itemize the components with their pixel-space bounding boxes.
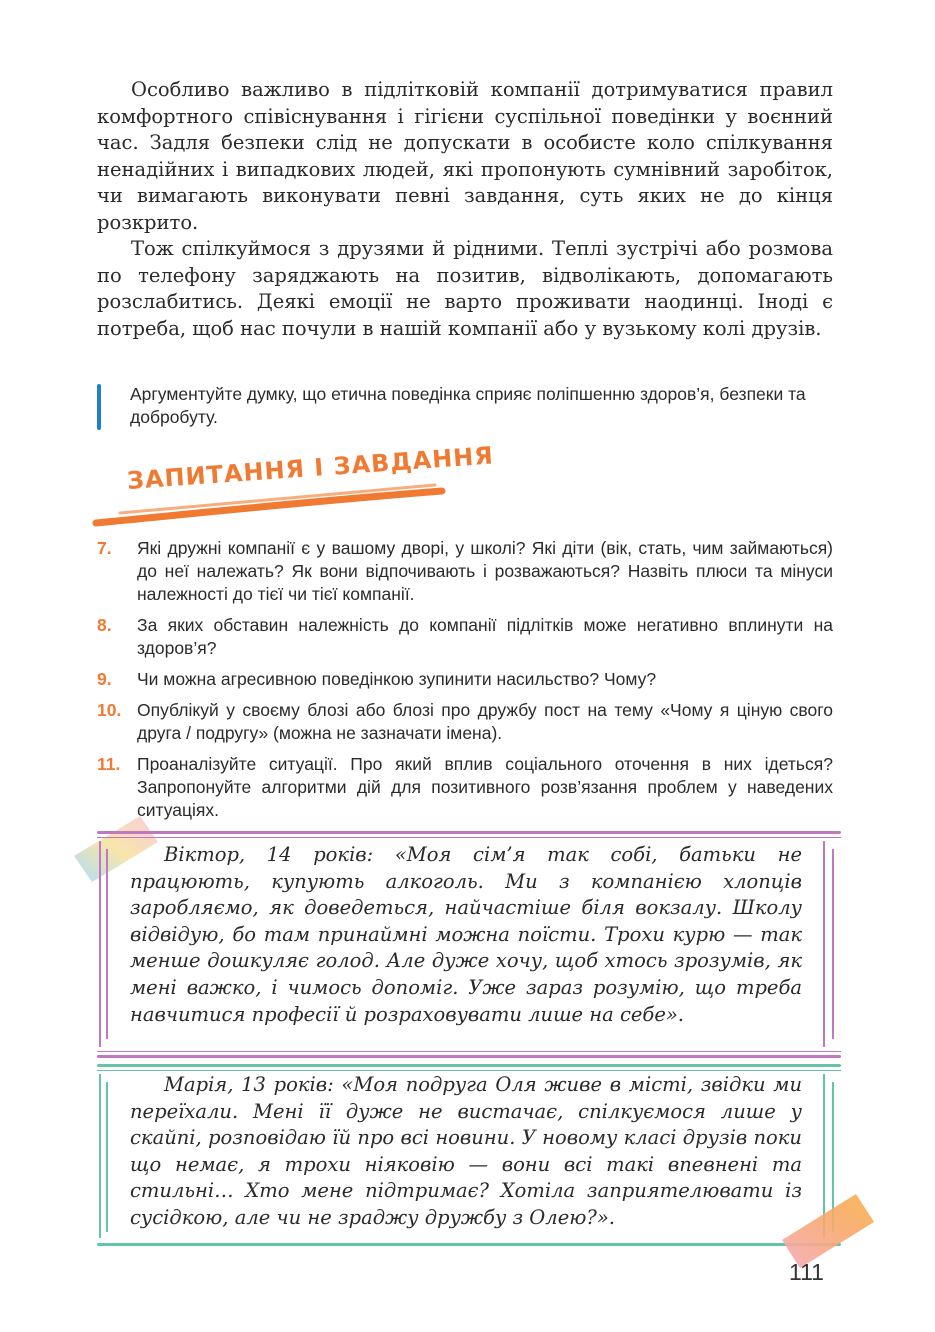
situation-box-2 (97, 1064, 841, 1248)
task-text: Проаналізуйте ситуації. Про який вплив соціального оточення в них ідеться? Запропонуйте алгоритми дій для позитивного розв’язання проблем у наведених ситуаціях. (137, 754, 833, 820)
note-marker-bar (97, 384, 101, 430)
task-number: 8. (97, 615, 112, 635)
body-paragraph-2: Тож спілкуймося з друзями й рідними. Теплі зустрічі або розмова по телефону заряджають на позитив, відволікають, допомагають розслабитись. Деякі емоції не варто проживати наодинці. Іноді є потреба, щоб нас почули в нашій компанії або у вузькому колі друзів. (97, 237, 833, 340)
situation-box-1 (97, 831, 841, 1059)
situation-text-2: Марія, 13 років: «Моя подруга Оля живе в місті, звідки ми переїхали. Мені її дуже не вистачає, спілкуємося лише у скайпі, розповідаю їй про всі новини. У новому класі друзів поки що немає, я трохи ніяковію — вони всі такі впевнені та стильні… Хто мене підтримає? Хотіла заприятелювати із сусідкою, але чи не зраджу дружбу з Олею?». (130, 1073, 802, 1229)
task-list (97, 537, 833, 830)
body-paragraph-1: Особливо важливо в підлітковій компанії дотримуватися правил комфортного співіснування і гігієни суспільної поведінки у воєнний час. Задля безпеки слід не допускати в особисте коло спілкування ненадійних і випадкових людей, які пропонують сумнівний заробіток, чи вимагають виконувати певні завдання, суть яких не до кінця розкрито. (97, 78, 833, 234)
task-number: 10. (97, 700, 122, 720)
task-text: Які дружні компанії є у вашому дворі, у школі? Які діти (вік, стать, чим займаються) до неї належать? Як вони відпочивають і розважаються? Назвіть плюси та мінуси належності до тієї чи тієї компанії. (137, 538, 833, 604)
note-text: Аргументуйте думку, що етична поведінка сприяє поліпшенню здоров’я, безпеки та добробуту. (130, 384, 806, 427)
situation-text-1: Віктор, 14 років: «Моя сім’я так собі, батьки не працюють, купують алкоголь. Ми з компанією хлопців заробляємо, як доведеться, найчастіше біля вокзалу. Школу відвідую, бо там принаймні можна поїсти. Трохи курю — так менше дошкуляє голод. Але дуже хочу, щоб хтось зрозумів, як мені важко, і чимось допоміг. Уже зараз розумію, що треба навчитися професії й розраховувати лише на себе». (130, 843, 802, 1026)
task-item (97, 537, 833, 606)
task-number: 9. (97, 669, 112, 689)
task-text: Чи можна агресивною поведінкою зупинити насильство? Чому? (137, 669, 657, 689)
task-number: 7. (97, 538, 112, 558)
task-text: Опублікуй у своєму блозі або блозі про дружбу пост на тему «Чому я ціную свого друга / подругу» (можна не зазначати імена). (137, 700, 833, 743)
task-item (97, 614, 833, 660)
task-item (97, 699, 833, 745)
task-number: 11. (97, 754, 121, 774)
section-title: ЗАПИТАННЯ І ЗАВДАННЯ (126, 441, 495, 495)
section-heading (90, 441, 495, 535)
page-number: 111 (789, 1259, 824, 1285)
task-item (97, 668, 833, 691)
task-text: За яких обставин належність до компанії підлітків може негативно вплинути на здоров’я? (137, 615, 833, 658)
task-item (97, 753, 833, 822)
